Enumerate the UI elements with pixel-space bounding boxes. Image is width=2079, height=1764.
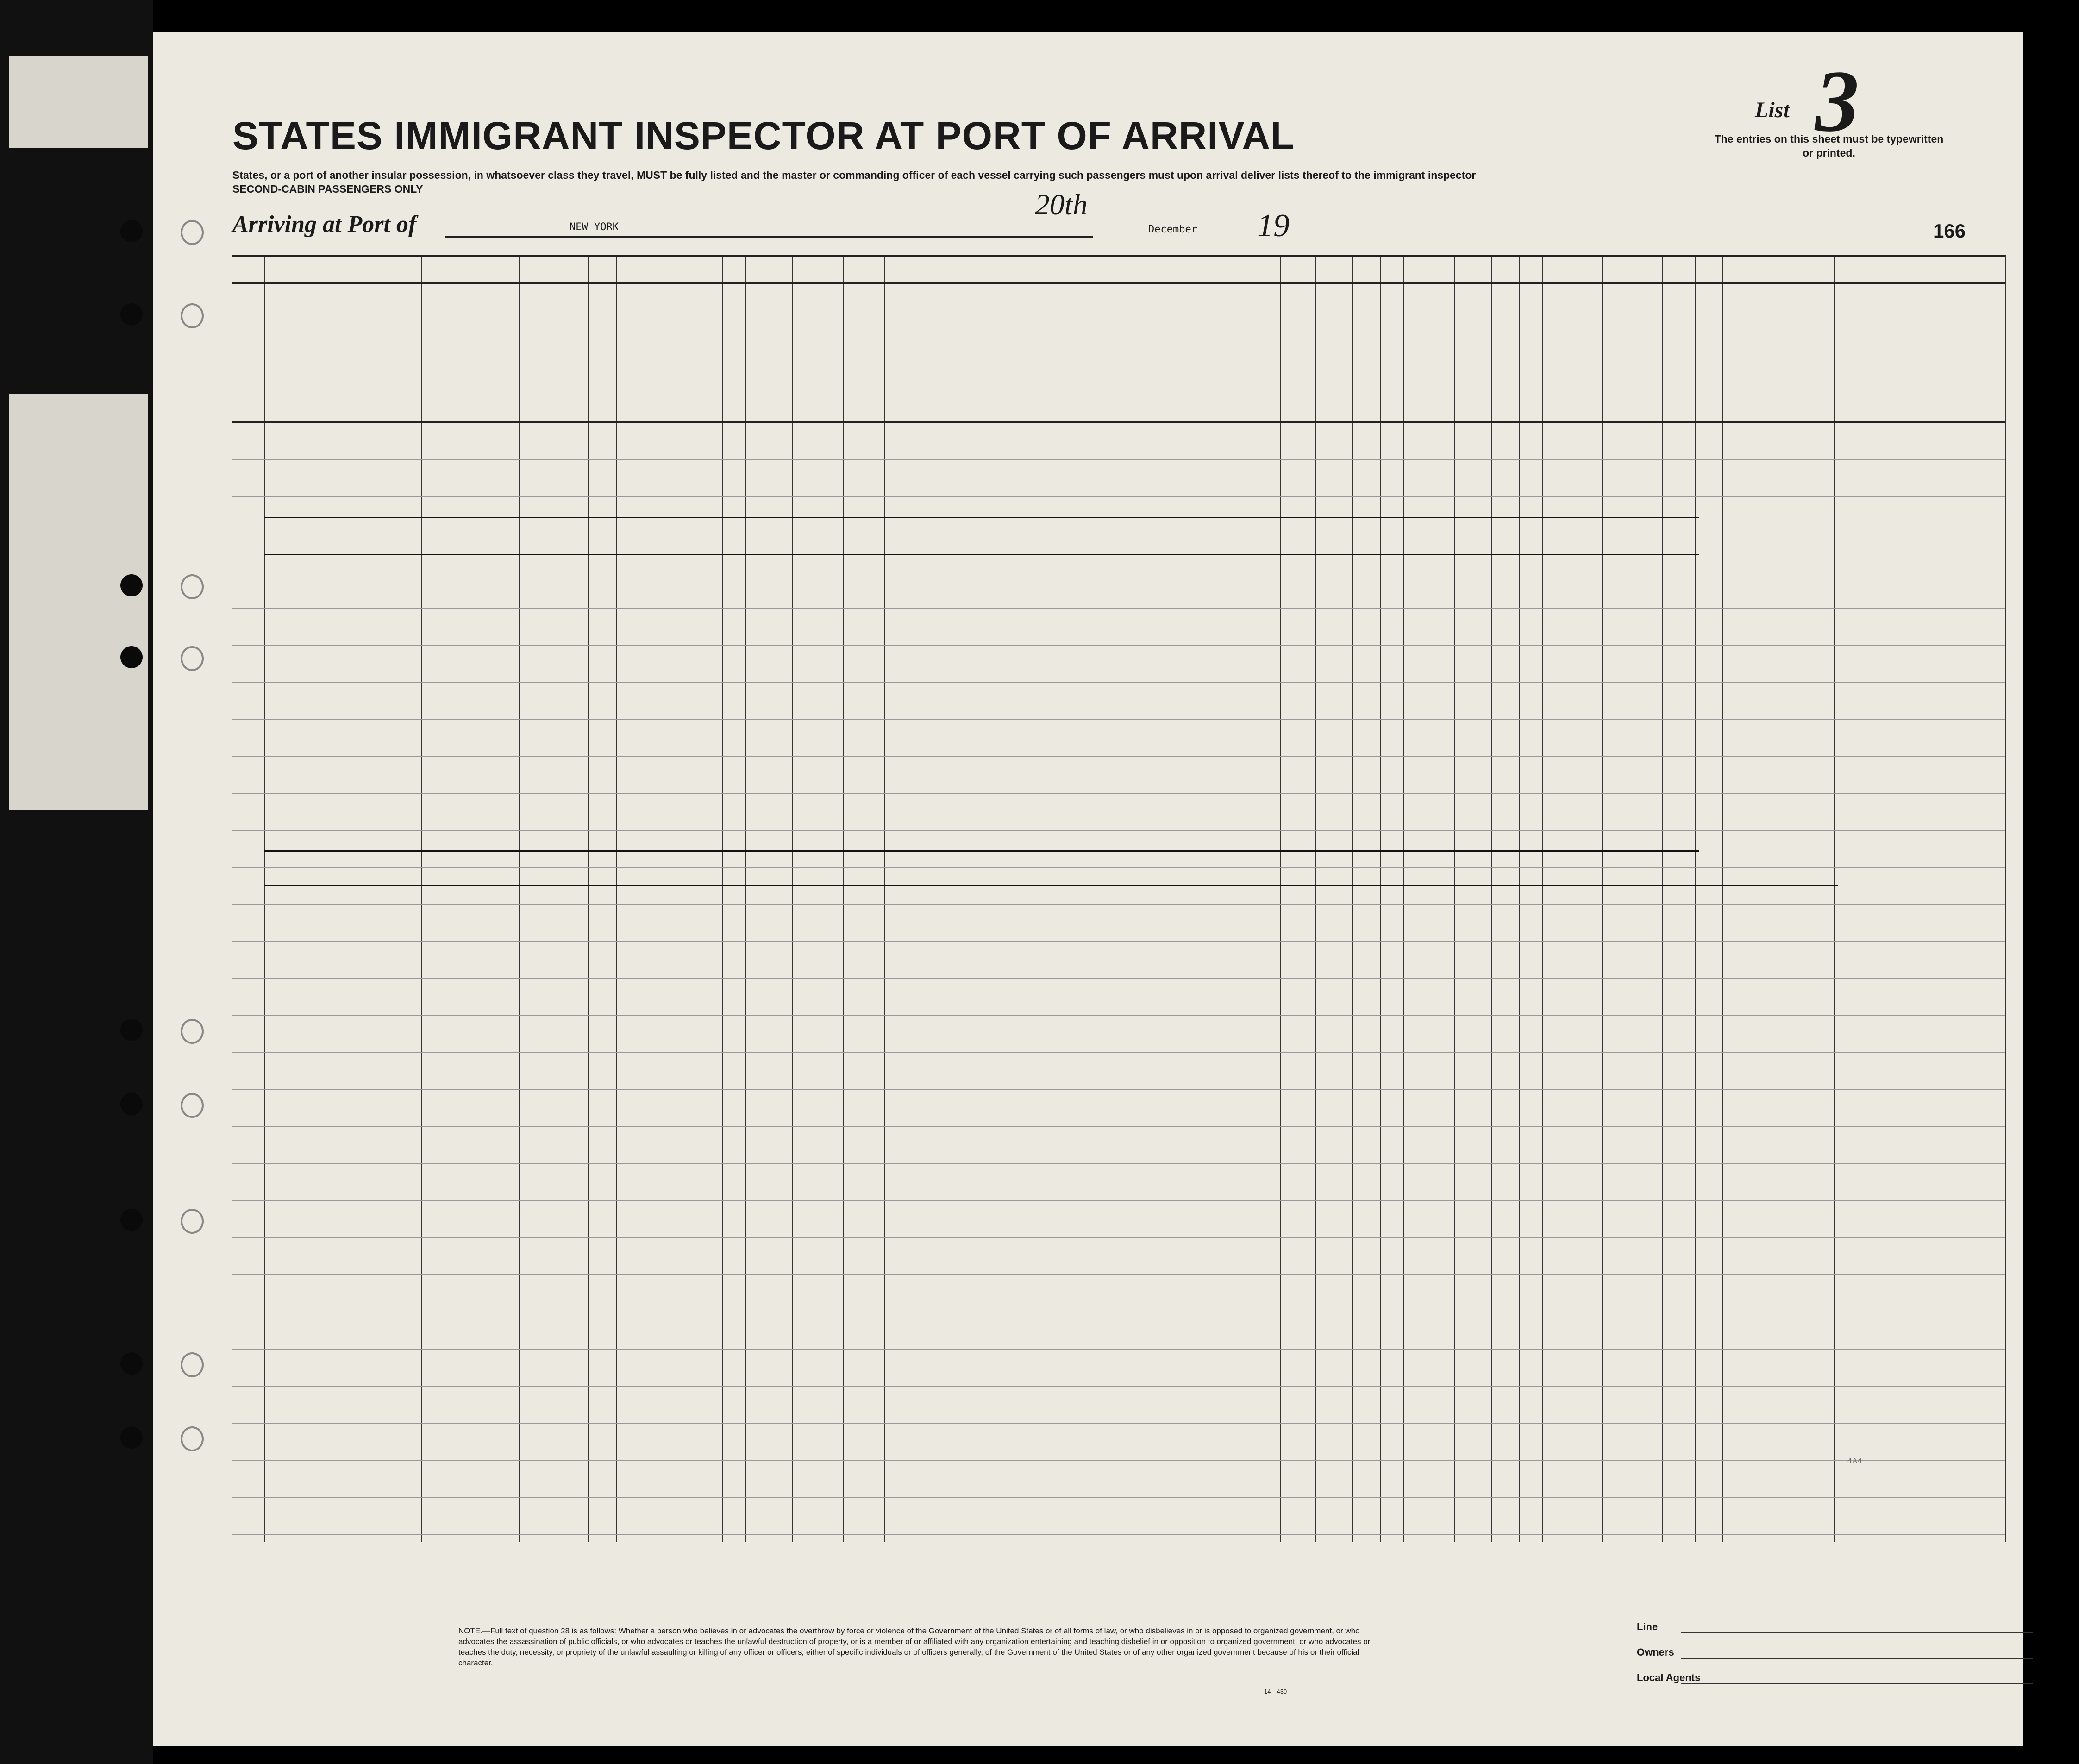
arriving-underline bbox=[445, 236, 1093, 238]
manifest-sheet bbox=[153, 32, 2023, 1746]
row-rule bbox=[232, 1089, 2005, 1090]
header-polygamist bbox=[1353, 310, 1378, 417]
table-top-rule bbox=[232, 255, 2005, 257]
header-anarchist bbox=[1381, 310, 1402, 417]
row-rule bbox=[232, 1237, 2005, 1238]
year-label: 19 bbox=[1257, 208, 1290, 244]
list-number: 3 bbox=[1815, 53, 1859, 150]
row-rule bbox=[232, 904, 2005, 905]
strike-through-line bbox=[264, 517, 1699, 518]
row-rule bbox=[232, 1460, 2005, 1461]
header-bottom-rule bbox=[232, 421, 2005, 423]
form-title: STATES IMMIGRANT INSPECTOR AT PORT OF ARRIVAL bbox=[232, 114, 1295, 157]
strike-through-line bbox=[264, 554, 1699, 555]
row-rule bbox=[232, 978, 2005, 979]
adjacent-page-edge bbox=[0, 0, 153, 1764]
row-rule bbox=[232, 1052, 2005, 1053]
row-rule bbox=[232, 459, 2005, 460]
question-28-note: NOTE.—Full text of question 28 is as follows: Whether a person who believes in or advocates the overthrow by force or violence of the Government of the United States or of all forms of law, or who disbelieves in or is opposed to organized government, or who advocates the assassination of public officials, or who advocates or teaches the unlawful destruction of property, or is a member of or affiliated with any organization entertaining and teaching disbelief in or opposition to organized government, or who advocates or teaches the duty, necessity, or propriety of the unlawful assaulting or killing of any officer or officers, either of specific individuals or of officers generally, of the Government of the United States or of any other organized government because of his or their official character. bbox=[458, 1626, 1371, 1667]
cabin-class-line: SECOND-CABIN PASSENGERS ONLY bbox=[232, 183, 423, 195]
row-rule bbox=[232, 719, 2005, 720]
header-overthrow bbox=[1404, 292, 1453, 417]
arriving-label: Arriving at Port of bbox=[232, 211, 417, 238]
agents-signature-line bbox=[1681, 1683, 2033, 1684]
agents-label: Local Agents bbox=[1637, 1672, 1701, 1683]
row-rule bbox=[232, 1534, 2005, 1535]
header-purpose-return bbox=[1247, 310, 1279, 417]
header-deported bbox=[1492, 292, 1517, 417]
line-signature-line bbox=[1681, 1632, 2033, 1633]
row-rule bbox=[232, 645, 2005, 646]
row-rule bbox=[232, 1423, 2005, 1424]
row-rule bbox=[232, 1497, 2005, 1498]
manifest-table bbox=[232, 255, 2005, 1542]
header-prison bbox=[1316, 292, 1351, 417]
header-inches bbox=[1696, 370, 1721, 408]
header-length-of-stay bbox=[1282, 310, 1314, 417]
header-labor-offer bbox=[1455, 292, 1490, 417]
column-number-rule bbox=[232, 282, 2005, 284]
header-ticket bbox=[589, 301, 614, 417]
instruction-line: States, or a port of another insular possession, in whatsoever class they travel, MUST be fully listed and the master or commanding officer of each vessel carrying such passengers must upon arrival deliver lists thereof to the immigrant inspector bbox=[232, 169, 1476, 181]
row-rule bbox=[232, 1349, 2005, 1350]
row-divider bbox=[264, 885, 1838, 886]
row-rule bbox=[232, 830, 2005, 831]
list-note: The entries on this sheet must be typewritten or printed. bbox=[1714, 133, 1944, 159]
row-rule bbox=[232, 1126, 2005, 1127]
list-label: List bbox=[1755, 98, 1790, 122]
row-rule bbox=[232, 1386, 2005, 1387]
row-rule bbox=[232, 756, 2005, 757]
header-deported-one-year bbox=[1520, 292, 1540, 417]
owners-label: Owners bbox=[1637, 1646, 1674, 1658]
row-rule bbox=[232, 682, 2005, 683]
month-value: December bbox=[1148, 224, 1197, 235]
form-number: 14—430 bbox=[1264, 1688, 1287, 1695]
page-number: 166 bbox=[1933, 220, 1966, 242]
line-label: Line bbox=[1637, 1621, 1658, 1632]
row-rule bbox=[232, 1274, 2005, 1275]
row-rule bbox=[232, 608, 2005, 609]
row-rule bbox=[232, 496, 2005, 497]
row-rule bbox=[232, 1200, 2005, 1201]
row-rule bbox=[232, 941, 2005, 942]
header-money bbox=[696, 292, 721, 417]
strike-through-line bbox=[264, 850, 1699, 852]
owners-signature-line bbox=[1681, 1658, 2033, 1659]
column-rule bbox=[2005, 255, 2006, 1542]
row-rule bbox=[232, 1163, 2005, 1164]
port-value: NEW YORK bbox=[570, 221, 619, 233]
row-rule bbox=[232, 867, 2005, 868]
stamp-mark: 4A4 bbox=[1847, 1456, 1862, 1465]
row-rule bbox=[232, 793, 2005, 794]
day-handwritten: 20th bbox=[1035, 188, 1088, 221]
row-rule bbox=[232, 1015, 2005, 1016]
